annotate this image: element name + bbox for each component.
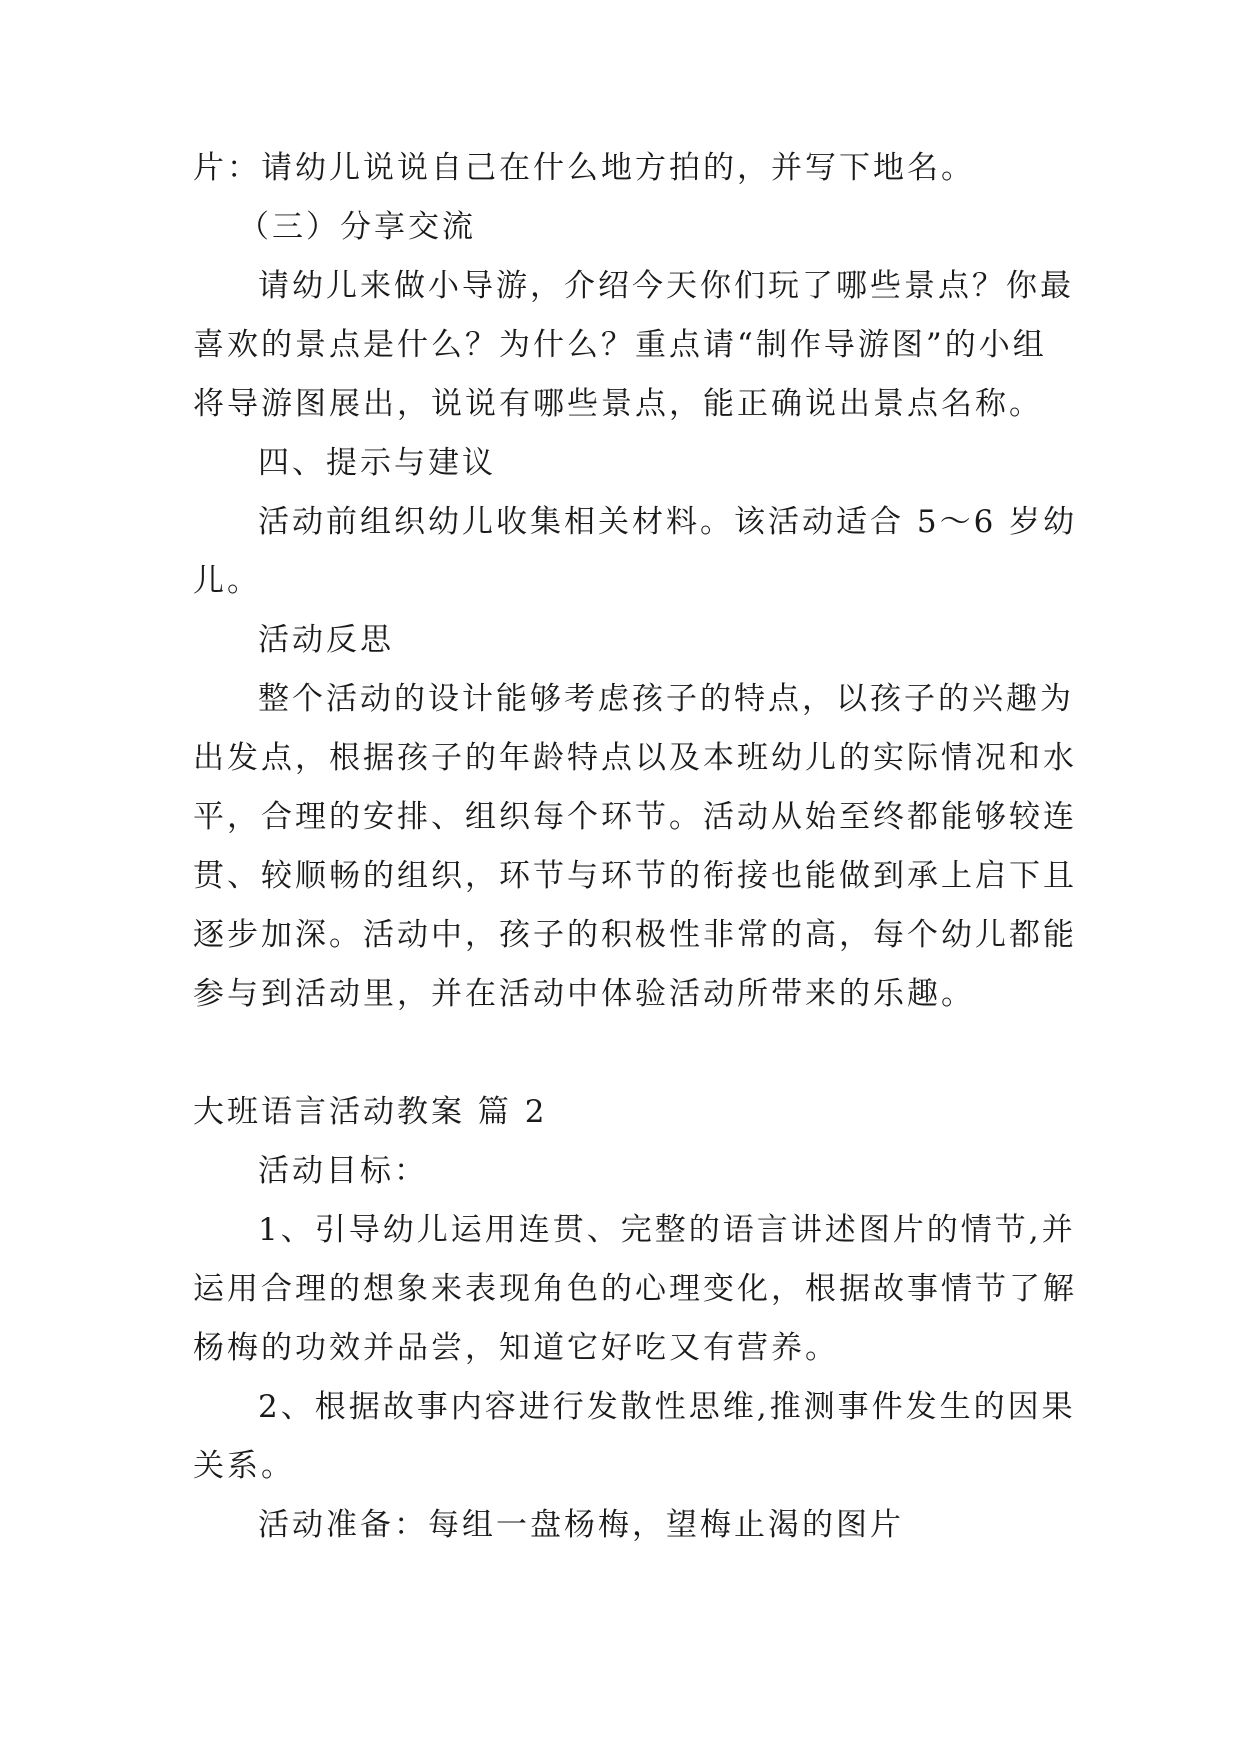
text-line: 将导游图展出，说说有哪些景点，能正确说出景点名称。: [193, 386, 1043, 422]
text-line: 杨梅的功效并品尝，知道它好吃又有营养。: [193, 1330, 839, 1366]
text-line: 整个活动的设计能够考虑孩子的特点，以孩子的兴趣为: [258, 681, 1074, 717]
text-line: 逐步加深。活动中，孩子的积极性非常的高，每个幼儿都能: [193, 917, 1077, 953]
subheading: （三）分享交流: [238, 209, 476, 245]
text-line: 运用合理的想象来表现角色的心理变化，根据故事情节了解: [193, 1271, 1077, 1307]
text-line: 关系。: [193, 1448, 295, 1484]
text-line: 贯、较顺畅的组织，环节与环节的衔接也能做到承上启下且: [193, 858, 1077, 894]
text-line: 活动前组织幼儿收集相关材料。该活动适合 5～6 岁幼: [258, 504, 1078, 540]
section-heading: 活动反思: [258, 622, 394, 658]
text-line: 参与到活动里，并在活动中体验活动所带来的乐趣。: [193, 976, 975, 1012]
text-line: 活动准备：每组一盘杨梅，望梅止渴的图片: [258, 1507, 904, 1543]
text-line: 2、根据故事内容进行发散性思维,推测事件发生的因果: [258, 1389, 1076, 1425]
text-line: 平，合理的安排、组织每个环节。活动从始至终都能够较连: [193, 799, 1077, 835]
article-title: 大班语言活动教案 篇 2: [193, 1094, 548, 1130]
text-line: 请幼儿来做小导游，介绍今天你们玩了哪些景点？你最: [258, 268, 1074, 304]
text-line: 1、引导幼儿运用连贯、完整的语言讲述图片的情节,并: [258, 1212, 1076, 1248]
text-line: 喜欢的景点是什么？为什么？重点请“制作导游图”的小组: [193, 327, 1047, 363]
text-line: 儿。: [193, 563, 261, 599]
text-line: 出发点，根据孩子的年龄特点以及本班幼儿的实际情况和水: [193, 740, 1077, 776]
section-heading: 活动目标：: [258, 1153, 428, 1189]
section-heading: 四、提示与建议: [258, 445, 496, 481]
text-line: 片：请幼儿说说自己在什么地方拍的，并写下地名。: [193, 150, 975, 186]
